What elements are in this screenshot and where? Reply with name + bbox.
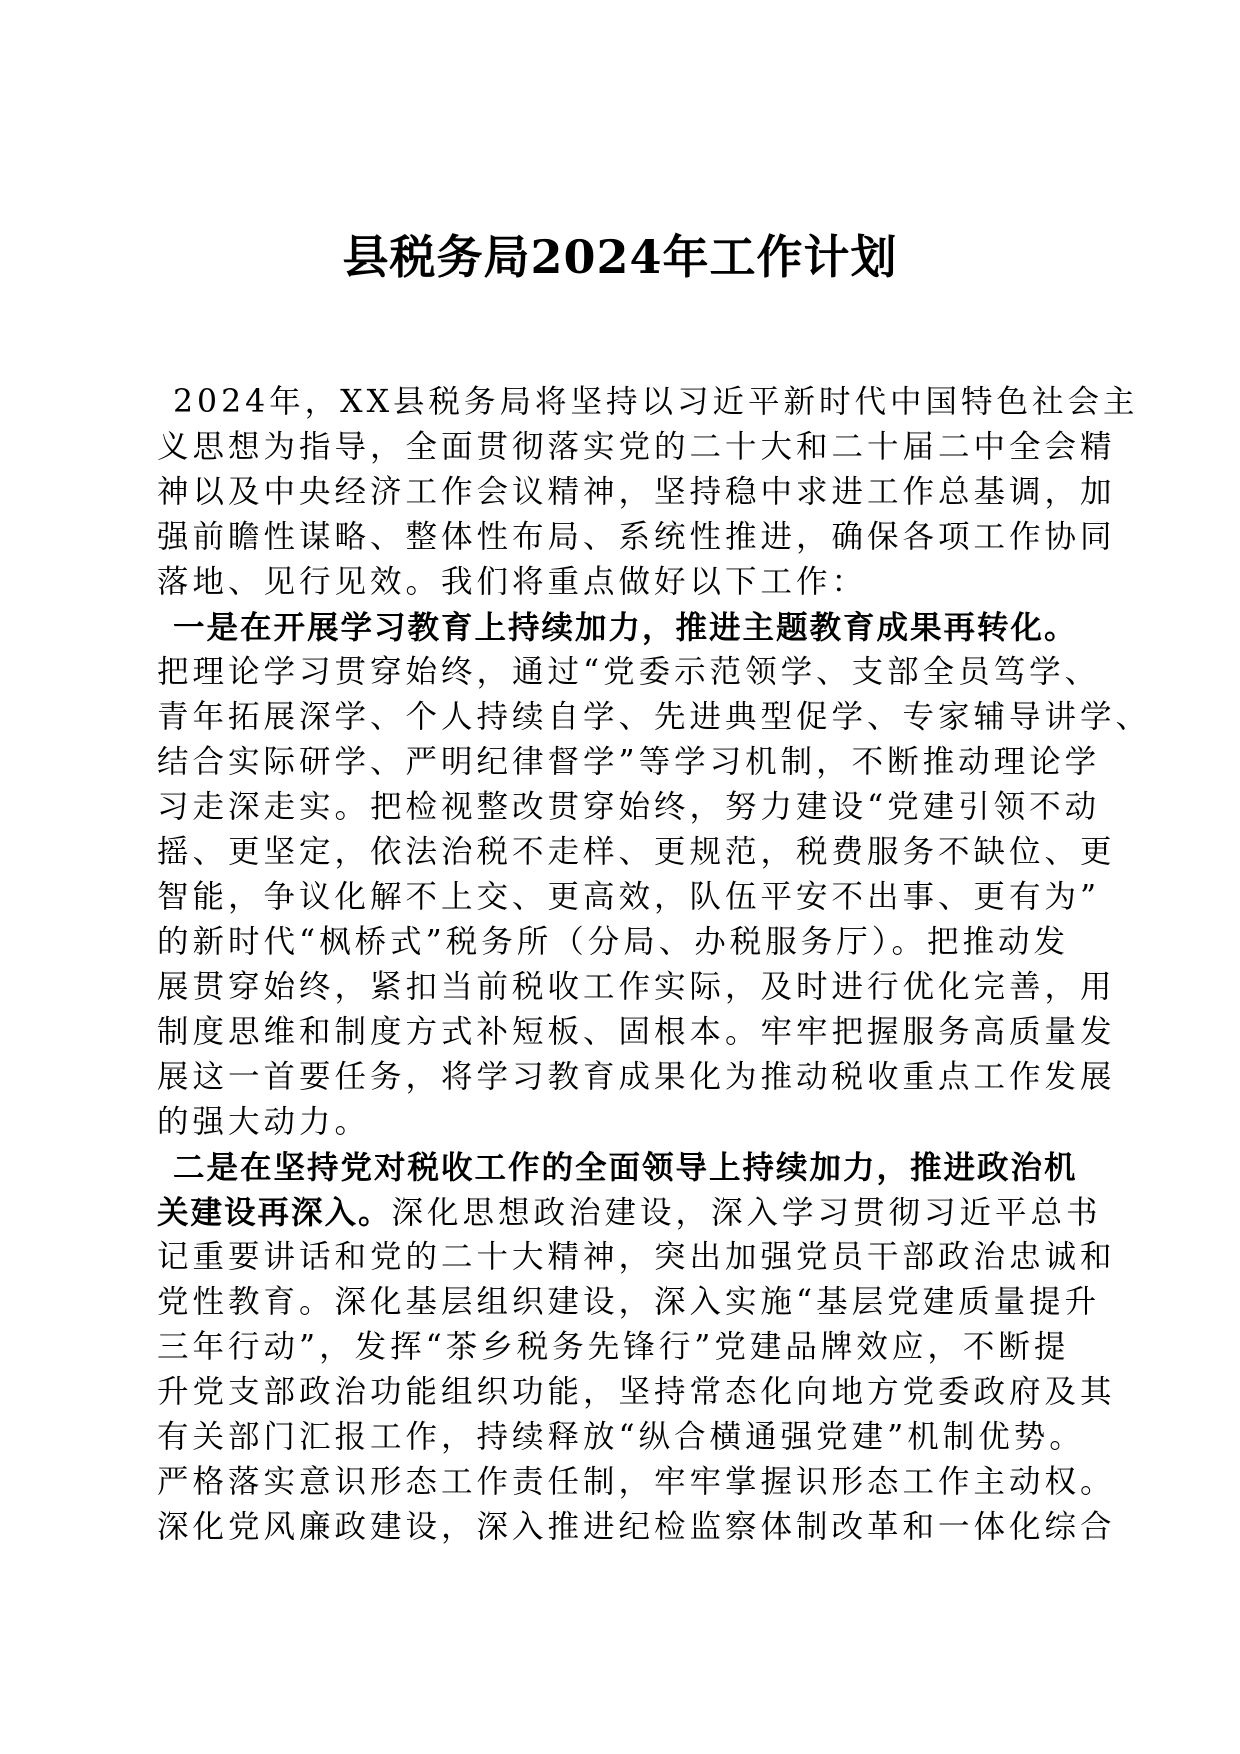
section-2-line: 记重要讲话和党的二十大精神，突出加强党员干部政治忠诚和: [157, 1239, 1116, 1275]
section-1-heading: 一是在开展学习教育上持续加力，推进主题教育成果再转化。: [173, 609, 1078, 646]
section-2-heading: 二是在坚持党对税收工作的全面领导上持续加力，推进政治机: [173, 1149, 1078, 1186]
section-2-line: 有关部门汇报工作，持续释放“纵合横通强党建”机制优势。: [157, 1419, 1085, 1455]
intro-line: 落地、见行见效。我们将重点做好以下工作：: [157, 564, 868, 600]
section-2-heading-continuation: [157, 1190, 1102, 1235]
section-1-line: 青年拓展深学、个人持续自学、先进典型促学、专家辅导讲学、: [157, 699, 1152, 735]
section-1-line: 的强大动力。: [157, 1104, 371, 1140]
intro-line: 强前瞻性谋略、整体性布局、系统性推进，确保各项工作协同: [157, 519, 1116, 555]
section-1-line: 制度思维和制度方式补短板、固根本。牢牢把握服务高质量发: [157, 1014, 1116, 1050]
intro-line: 2024年，XX县税务局将坚持以习近平新时代中国特色社会主: [173, 384, 1139, 420]
section-2-line: 深化党风廉政建设，深入推进纪检监察体制改革和一体化综合: [157, 1509, 1116, 1545]
section-2-heading-end: 关建设再深入。: [157, 1194, 392, 1231]
section-1-line: 的新时代“枫桥式”税务所（分局、办税服务厅）。把推动发: [157, 924, 1069, 960]
section-2-line: 升党支部政治功能组织功能，坚持常态化向地方党委政府及其: [157, 1374, 1116, 1410]
intro-line: 义思想为指导，全面贯彻落实党的二十大和二十届二中全会精: [157, 429, 1116, 465]
intro-line: 神以及中央经济工作会议精神，坚持稳中求进工作总基调，加: [157, 474, 1116, 510]
section-1-line: 展贯穿始终，紧扣当前税收工作实际，及时进行优化完善，用: [157, 969, 1116, 1005]
document-body: [157, 380, 1152, 1550]
section-1-line: 摇、更坚定，依法治税不走样、更规范，税费服务不缺位、更: [157, 834, 1116, 870]
section-2-line: 党性教育。深化基层组织建设，深入实施“基层党建质量提升: [157, 1284, 1101, 1320]
section-1-line: 智能，争议化解不上交、更高效，队伍平安不出事、更有为”: [157, 879, 1101, 915]
section-1-line: 展这一首要任务，将学习教育成果化为推动税收重点工作发展: [157, 1059, 1116, 1095]
section-2-line: 三年行动”，发挥“茶乡税务先锋行”党建品牌效应，不断提: [157, 1329, 1070, 1365]
section-2-line: 严格落实意识形态工作责任制，牢牢掌握识形态工作主动权。: [157, 1464, 1116, 1500]
section-2-text-start: 深化思想政治建设，深入学习贯彻习近平总书: [391, 1195, 1102, 1231]
section-1-line: 结合实际研学、严明纪律督学”等学习机制，不断推动理论学: [157, 744, 1101, 780]
section-1-line: 把理论学习贯穿始终，通过“党委示范领学、支部全员笃学、: [157, 654, 1101, 690]
document-title: 县税务局2024年工作计划: [342, 230, 898, 284]
section-1-line: 习走深走实。把检视整改贯穿始终，努力建设“党建引领不动: [157, 789, 1101, 825]
